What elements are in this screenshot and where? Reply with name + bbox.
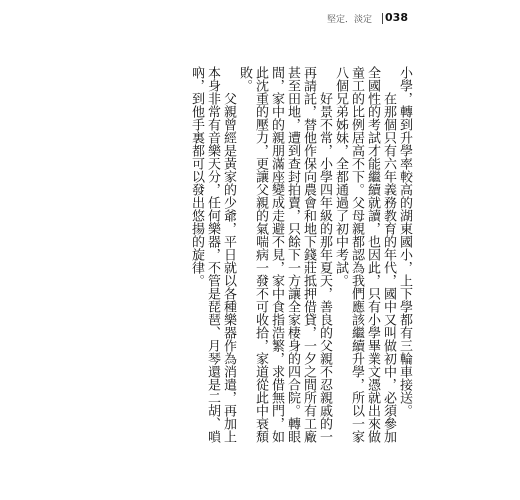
chapter-title: 堅定．淡定 (326, 15, 372, 25)
paragraph-1: 小學，轉到升學率較高的湖東國小，上下學都有三輪車接送。 (397, 66, 412, 417)
paragraph-4: 父親曾經是黃家的少爺，平日就以各種樂器作為消遣，再加上本身非常有音樂天分，任何樂器，不管是琵琶、月琴還是二胡、嗩吶，到他手裏都可以發出悠揚的旋律。 (189, 66, 236, 443)
running-header (0, 10, 520, 30)
paragraph-3: 好景不常，小學四年級的那年夏天，善良的父親不忍親戚的一再請託，替他作保向農會和地下錢莊抵押借貸，一夕之間所有工廠甚至田地，遭到查封拍賣，只餘下一方讓全家棲身的四合院。轉眼間，家中的親朋滿座變成走避不見，家中食指浩繁，求借無門，如此沈重的壓力，更讓父親的氣喘病一發不可收拾，家道從此中衰頹敗。 (237, 66, 332, 443)
vertical-body-text (112, 66, 412, 450)
page-number: 038 (385, 11, 408, 24)
paragraph-2: 在那個只有六年義務教育的年代，國中又叫做初中，必須參加全國性的考試才能繼續就讀，也因此，只有小學畢業文憑就出來做童工的比例居高不下。父母親都認為我們應該繼續升學，所以一家八個兄弟姊妹，全都通過了初中考試。 (333, 66, 396, 443)
header-divider (382, 13, 383, 24)
